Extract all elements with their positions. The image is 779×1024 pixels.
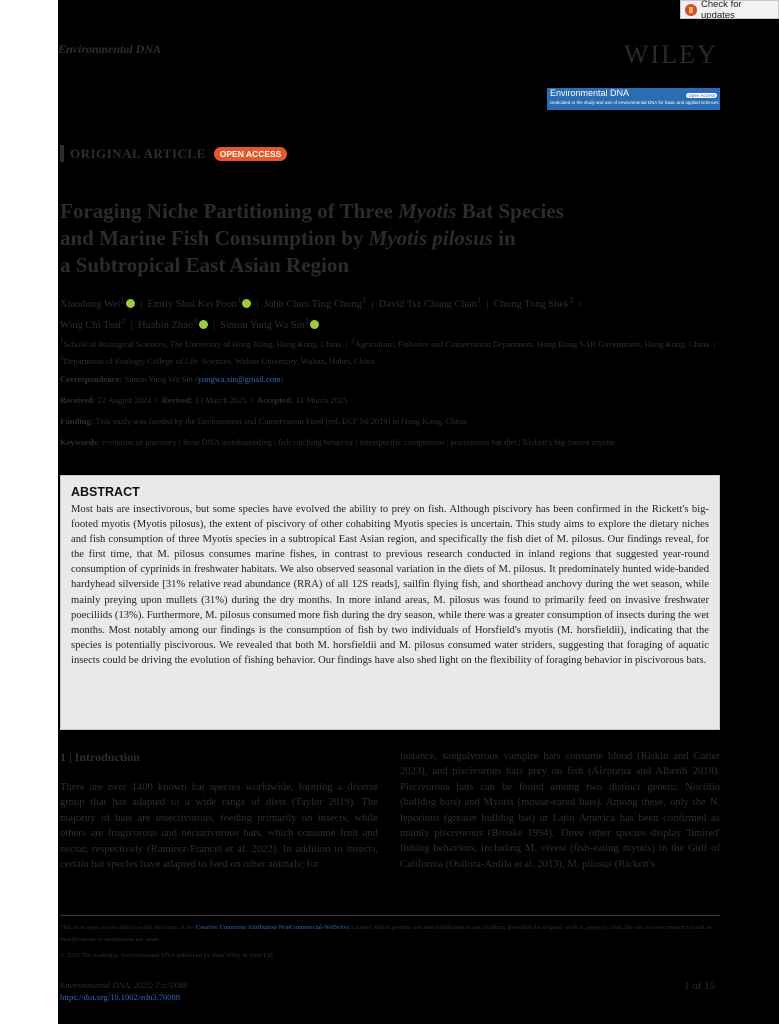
title-text: Foraging Niche Partitioning of Three	[60, 199, 399, 223]
author[interactable]: John Chun Ting Chung$^2$	[264, 294, 367, 310]
journal-name: Environmental DNA	[58, 42, 162, 56]
email-link[interactable]: yungwa.sin@gmail.com	[197, 374, 281, 384]
orcid-icon[interactable]	[310, 320, 319, 329]
page-number: 1 of 15	[684, 980, 716, 992]
author[interactable]: Wing Chi Tsui$^2$	[60, 315, 126, 331]
abstract-box	[60, 475, 720, 730]
title-italic: Myotis pilosus	[368, 226, 493, 250]
author[interactable]: Huabin Zhao$^3$	[138, 320, 208, 331]
publisher-logo: WILEY	[624, 40, 718, 69]
article-type-bar	[60, 145, 64, 162]
license-link[interactable]: Creative Commons Attribution-NonCommercial-NoDerivs	[195, 924, 350, 931]
banner-open-access-badge: Open Access	[688, 93, 715, 98]
footer-divider	[60, 915, 720, 916]
author[interactable]: Chung Tong Shek$^2$	[493, 294, 574, 310]
crossmark-icon	[685, 4, 697, 16]
banner-title: Environmental DNA	[550, 88, 630, 98]
keywords: Keywords: evolution of piscivory | fecal DNA metabarcoding | fish catching behavior | interspecific competition | piscivorous bat diet | Rickett's big-footed myotis	[60, 437, 615, 447]
article-dates: Received: 22 August 2024 | Revised: 13 March 2025 | Accepted: 31 March 2025	[60, 395, 348, 405]
orcid-icon[interactable]	[242, 299, 251, 308]
open-access-badge: OPEN ACCESS	[214, 147, 288, 161]
author[interactable]: Xiaodong Wei$^1$	[60, 299, 135, 310]
title-text: Bat Species	[456, 199, 564, 223]
title-text: and Marine Fish Consumption by	[60, 226, 369, 250]
section-heading-introduction: 1 | Introduction	[60, 750, 140, 764]
author[interactable]: Emily Shui Kei Poon$^1$	[147, 299, 251, 310]
article-type	[60, 145, 287, 162]
doi-link[interactable]: https://doi.org/10.1002/edn3.70088	[60, 992, 181, 1002]
banner-subtitle: Dedicated to the study and use of environmental DNA for basic and applied sciences	[550, 100, 719, 105]
title-text: in	[492, 226, 516, 250]
journal-banner	[547, 88, 720, 110]
article-type-label: ORIGINAL ARTICLE	[70, 145, 206, 161]
check-for-updates-label: Check for updates	[701, 0, 742, 21]
author[interactable]: Simon Yung Wa Sin$^1$	[220, 320, 319, 331]
check-for-updates-button[interactable]	[680, 0, 779, 19]
body-column-right: instance, sanguivorous vampire bats consume blood (Riskin and Carter 2023), and piscivorous bats prey on fish (Aizpurua and Alberdi 2018). Piscivorous bats can be found among two distinct genera: Noctilio (bulldog bats) and Myotis (mouse-eared bats). Among these, only the N. leporinus (greater bulldog bat) in Latin America has been confirmed as mainly piscivorous (Brooke 1994). Three other species display 'limited' fishing behaviors, including M. vivesi (fish-eating myotis) in the Gulf of California (Otálora-Ardila et al. 2013), M. pilosus (Rickett's	[400, 751, 720, 870]
funding: Funding: This study was funded by the Environment and Conservation Fund (ref. ECF 94/2019) in Hong Kong, China.	[60, 416, 468, 426]
footer-citation: Environmental DNA, 2025; 7:e70088	[60, 980, 188, 990]
author-list: Xiaodong Wei$^1$ | Emily Shui Kei Poon$^1$ | John Chun Ting Chung$^2$ | David Tsz Chung Chan$^1$ | Chung Tong Shek$^2$ | Wing Chi Tsui$^2$ | Huabin Zhao$^3$ | Simon Yung Wa Sin$^1$	[60, 294, 581, 331]
orcid-icon[interactable]	[126, 299, 135, 308]
orcid-icon[interactable]	[199, 320, 208, 329]
title-text: a Subtropical East Asian Region	[60, 253, 350, 277]
correspondence: Correspondence: Simon Yung Wa Sin (yungwa.sin@gmail.com)	[60, 374, 284, 384]
license-notice: This is an open access article under the terms of the Creative Commons Attribution-NonCommercial-NoDerivs License, which permits use and distribution in any medium, provided the original work is properly cited, the use is non-commercial and no modifications or adaptations are made.	[60, 924, 713, 943]
body-column-left: There are over 1400 known bat species worldwide, forming a diverse group that has adapted to a wide range of diets (Taylor 2019). The majority of bats are insectivorous, feeding primarily on insects, while others are frugivorous and nectarivorous bats, which consume fruit and nectar, respectively (Ramírez-Fráncel et al. 2022). In addition to insects, certain bat species have adapted to feed on other animals; for	[60, 782, 378, 871]
abstract-heading: ABSTRACT	[71, 485, 140, 499]
affiliations: $^1$School of Biological Sciences, The University of Hong Kong, Hong Kong, China | $^2$Agriculture, Fisheries and Conservation Department, Hong Kong SAR Government, Hong Kong, China | $^3$Department of Ecology, College of Life Sciences, Wuhan University, Wuhan, Hubei, China	[60, 337, 718, 366]
copyright-notice: © 2025 The Author(s). Environmental DNA published by John Wiley & Sons Ltd.	[60, 952, 275, 959]
abstract-text: Most bats are insectivorous, but some species have evolved the ability to prey on fish. Although piscivory has been confirmed in the Rickett's big-footed myotis (Myotis pilosus), the extent of piscivory of other cohabiting Myotis species is uncertain. This study aims to explore the dietary niches and fish consumption of three Myotis species in a subtropical East Asian region, and specifically the fish diet of M. pilosus. Our findings reveal, for the first time, that M. pilosus consumes marine fishes, in contrast to previous research conducted in inland regions that suggested year-round consumption of cyprinids in freshwater habitats. We also observed seasonal variation in the diets of M. pilosus. It predominately hunted wide-banded hardyhead silverside [31% relative read abundance (RRA) of all 12S reads], sailfin flying fish, and shorthead anchovy during the wet season, while mainly preying upon mullets (31%) during the dry months. In more inland areas, M. pilosus was found to primarily feed on invasive freshwater poeciliids (13%). Furthermore, M. pilosus consumed more fish during the dry season, while there was a greater consumption of insects during the wet months. Most notably among our findings is the consumption of fish by two individuals of Horsfield's myotis (M. horsfieldii), indicating that the species is potentially piscivorous. We revealed that both M. horsfieldii and M. pilosus consumed water striders, suggesting that foraging of aquatic insects could be driving the evolution of fishing behavior. Our findings have also shed light on the flexibility of foraging behavior in piscivorous bats.	[71, 504, 709, 666]
title-italic: Myotis	[398, 199, 457, 223]
article-title	[60, 198, 720, 279]
author[interactable]: David Tsz Chung Chan$^1$	[378, 294, 482, 310]
